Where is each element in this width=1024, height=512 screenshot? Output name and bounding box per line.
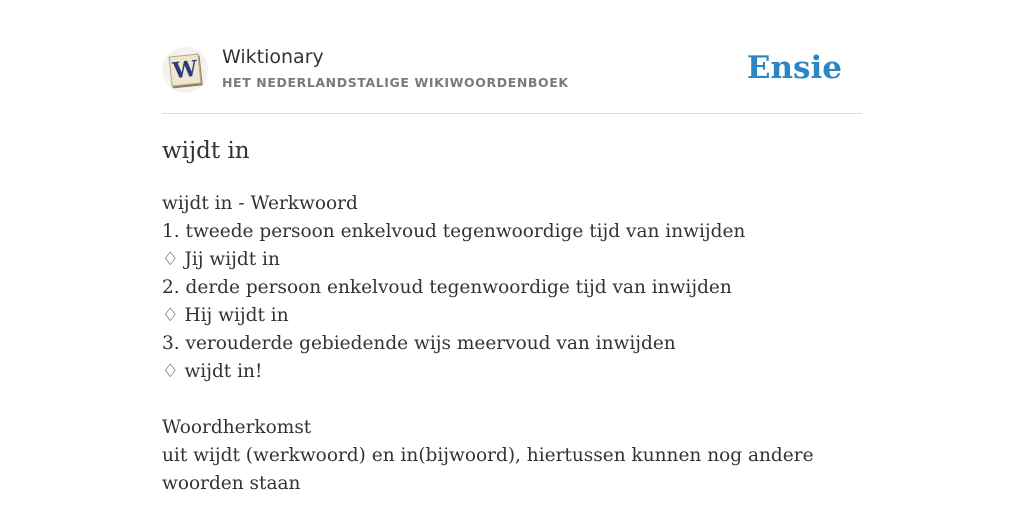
etymology-heading: Woordherkomst (162, 417, 312, 438)
wiktionary-logo[interactable] (162, 47, 208, 93)
etymology-text: uit wijdt (werkwoord) en in(bijwoord), hiertussen kunnen nog andere woorden staan (162, 445, 814, 494)
page-title: wijdt in (162, 138, 250, 164)
example-3: ♢ wijdt in! (162, 361, 263, 382)
ensie-logo[interactable]: Ensie (746, 50, 842, 86)
site-subtitle: HET NEDERLANDSTALIGE WIKIWOORDENBOEK (222, 75, 569, 90)
entry-pos-line: wijdt in - Werkwoord (162, 193, 358, 214)
spacer (162, 386, 862, 414)
site-name[interactable]: Wiktionary (222, 46, 324, 68)
definition-3: 3. verouderde gebiedende wijs meervoud van inwijden (162, 333, 676, 354)
header-divider (162, 113, 862, 114)
entry-content (162, 190, 862, 498)
page (162, 0, 862, 512)
definition-1: 1. tweede persoon enkelvoud tegenwoordige tijd van inwijden (162, 221, 746, 242)
example-2: ♢ Hij wijdt in (162, 305, 289, 326)
wiktionary-logo-icon: W (169, 54, 202, 87)
header (162, 44, 862, 98)
example-1: ♢ Jij wijdt in (162, 249, 280, 270)
definition-2: 2. derde persoon enkelvoud tegenwoordige tijd van inwijden (162, 277, 732, 298)
